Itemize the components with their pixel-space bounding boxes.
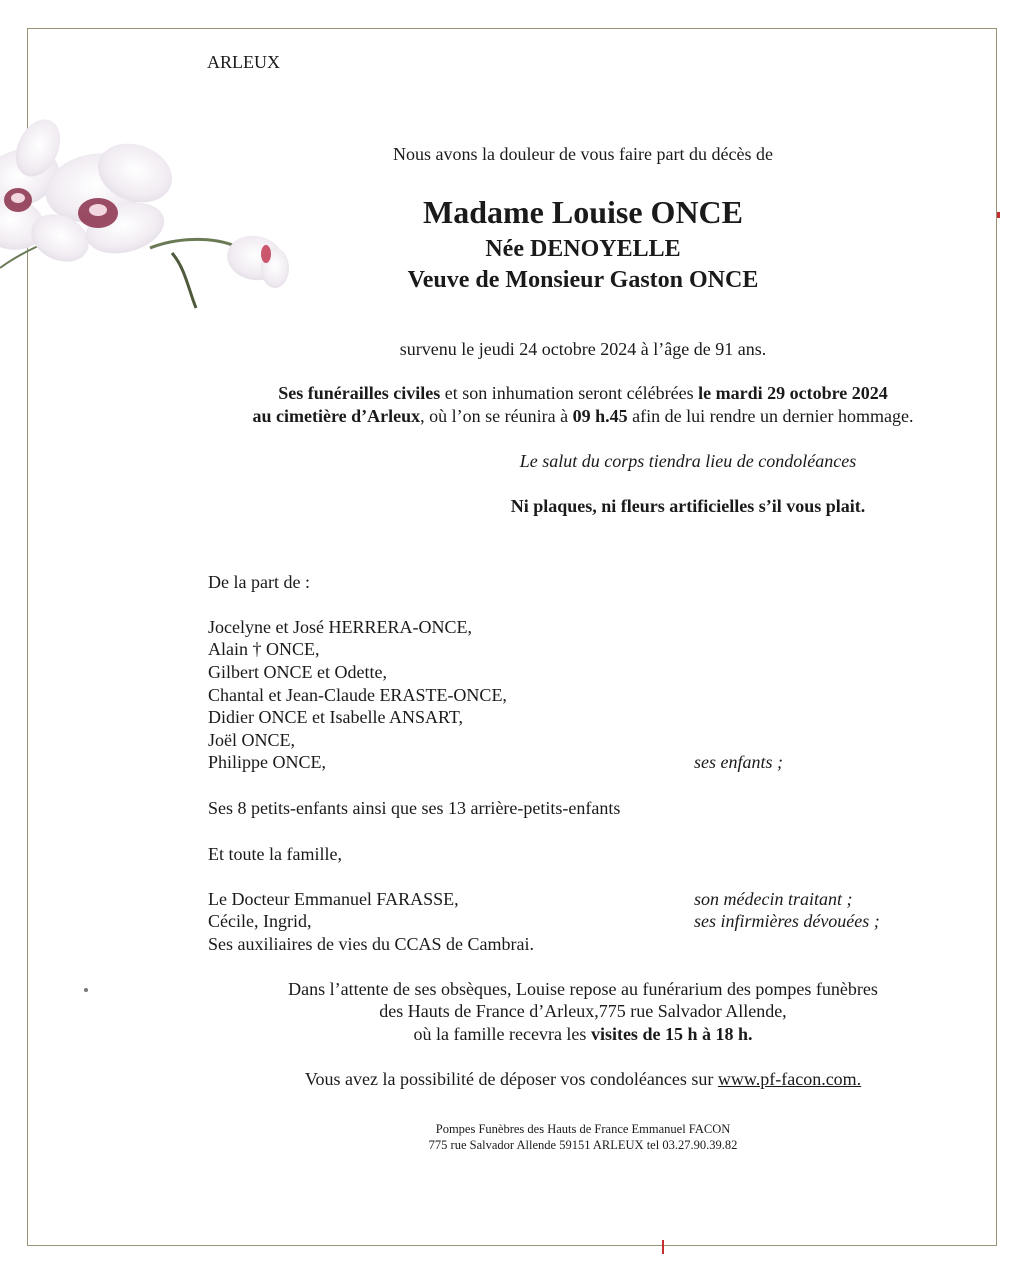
carer-role: son médecin traitant ; [694, 889, 853, 909]
grandchildren-line: Ses 8 petits-enfants ainsi que ses 13 arrière-petits-enfants [208, 798, 621, 818]
children-role: ses enfants ; [694, 752, 783, 772]
no-flowers-note: Ni plaques, ni fleurs artificielles s’il vous plait. [510, 496, 866, 516]
announcement-intro: Nous avons la douleur de vous faire part du décès de [393, 144, 773, 164]
carer-role: ses infirmières dévouées ; [694, 911, 880, 931]
widow-of: Veuve de Monsieur Gaston ONCE [407, 267, 759, 293]
rest-line-1: Dans l’attente de ses obsèques, Louise repose au funérarium des pompes funèbres [288, 979, 878, 999]
online-text: Vous avez la possibilité de déposer vos condoléances sur [304, 1069, 718, 1089]
carer-name: Le Docteur Emmanuel FARASSE, [208, 889, 459, 909]
orchid-flower-image [0, 118, 300, 318]
visit-text: où la famille recevra les [413, 1024, 591, 1044]
rest-line-3 [414, 1024, 753, 1045]
death-date-line: survenu le jeudi 24 octobre 2024 à l’âge de 91 ans. [399, 339, 767, 359]
carer-name: Cécile, Ingrid, [208, 911, 312, 931]
footer-line-2: 775 rue Salvador Allende 59151 ARLEUX tel 03.27.90.39.82 [428, 1138, 738, 1152]
child-entry: Philippe ONCE, [208, 752, 327, 772]
scan-mark [84, 988, 88, 992]
rest-line-2: des Hauts de France d’Arleux,775 rue Salvador Allende, [379, 1001, 787, 1021]
child-entry: Chantal et Jean-Claude ERASTE-ONCE, [208, 685, 507, 705]
funeral-place: au cimetière d’Arleux [252, 406, 421, 426]
condolences-note: Le salut du corps tiendra lieu de condoléances [519, 451, 857, 471]
scan-mark [662, 1240, 664, 1254]
website-link[interactable]: www.pf-facon.com. [717, 1069, 862, 1089]
family-line: Et toute la famille, [208, 844, 342, 864]
child-entry: Jocelyne et José HERRERA-ONCE, [208, 617, 472, 637]
footer-line-1: Pompes Funèbres des Hauts de France Emmanuel FACON [435, 1122, 731, 1136]
visit-hours: visites de 15 h à 18 h. [590, 1024, 753, 1044]
funeral-text: et son inhumation seront célébrées [440, 383, 699, 403]
funeral-type: Ses funérailles civiles [278, 383, 441, 403]
town-label: ARLEUX [207, 52, 280, 72]
carer-name: Ses auxiliaires de vies du CCAS de Cambrai. [208, 934, 534, 954]
maiden-name: Née DENOYELLE [485, 236, 681, 262]
funeral-date: le mardi 29 octobre 2024 [698, 383, 888, 403]
funeral-line-1 [278, 383, 888, 404]
child-entry: Gilbert ONCE et Odette, [208, 662, 387, 682]
funeral-text-3: afin de lui rendre un dernier hommage. [627, 406, 914, 426]
funeral-line-2 [253, 406, 914, 427]
funeral-time: 09 h.45 [572, 406, 628, 426]
funeral-text-2: , où l’on se réunira à [420, 406, 573, 426]
from-label: De la part de : [208, 572, 310, 592]
child-entry: Joël ONCE, [208, 730, 295, 750]
online-condolences [305, 1069, 861, 1090]
deceased-name: Madame Louise ONCE [423, 194, 743, 230]
child-entry: Alain † ONCE, [208, 639, 320, 659]
scan-mark [997, 212, 1000, 218]
child-entry: Didier ONCE et Isabelle ANSART, [208, 707, 464, 727]
